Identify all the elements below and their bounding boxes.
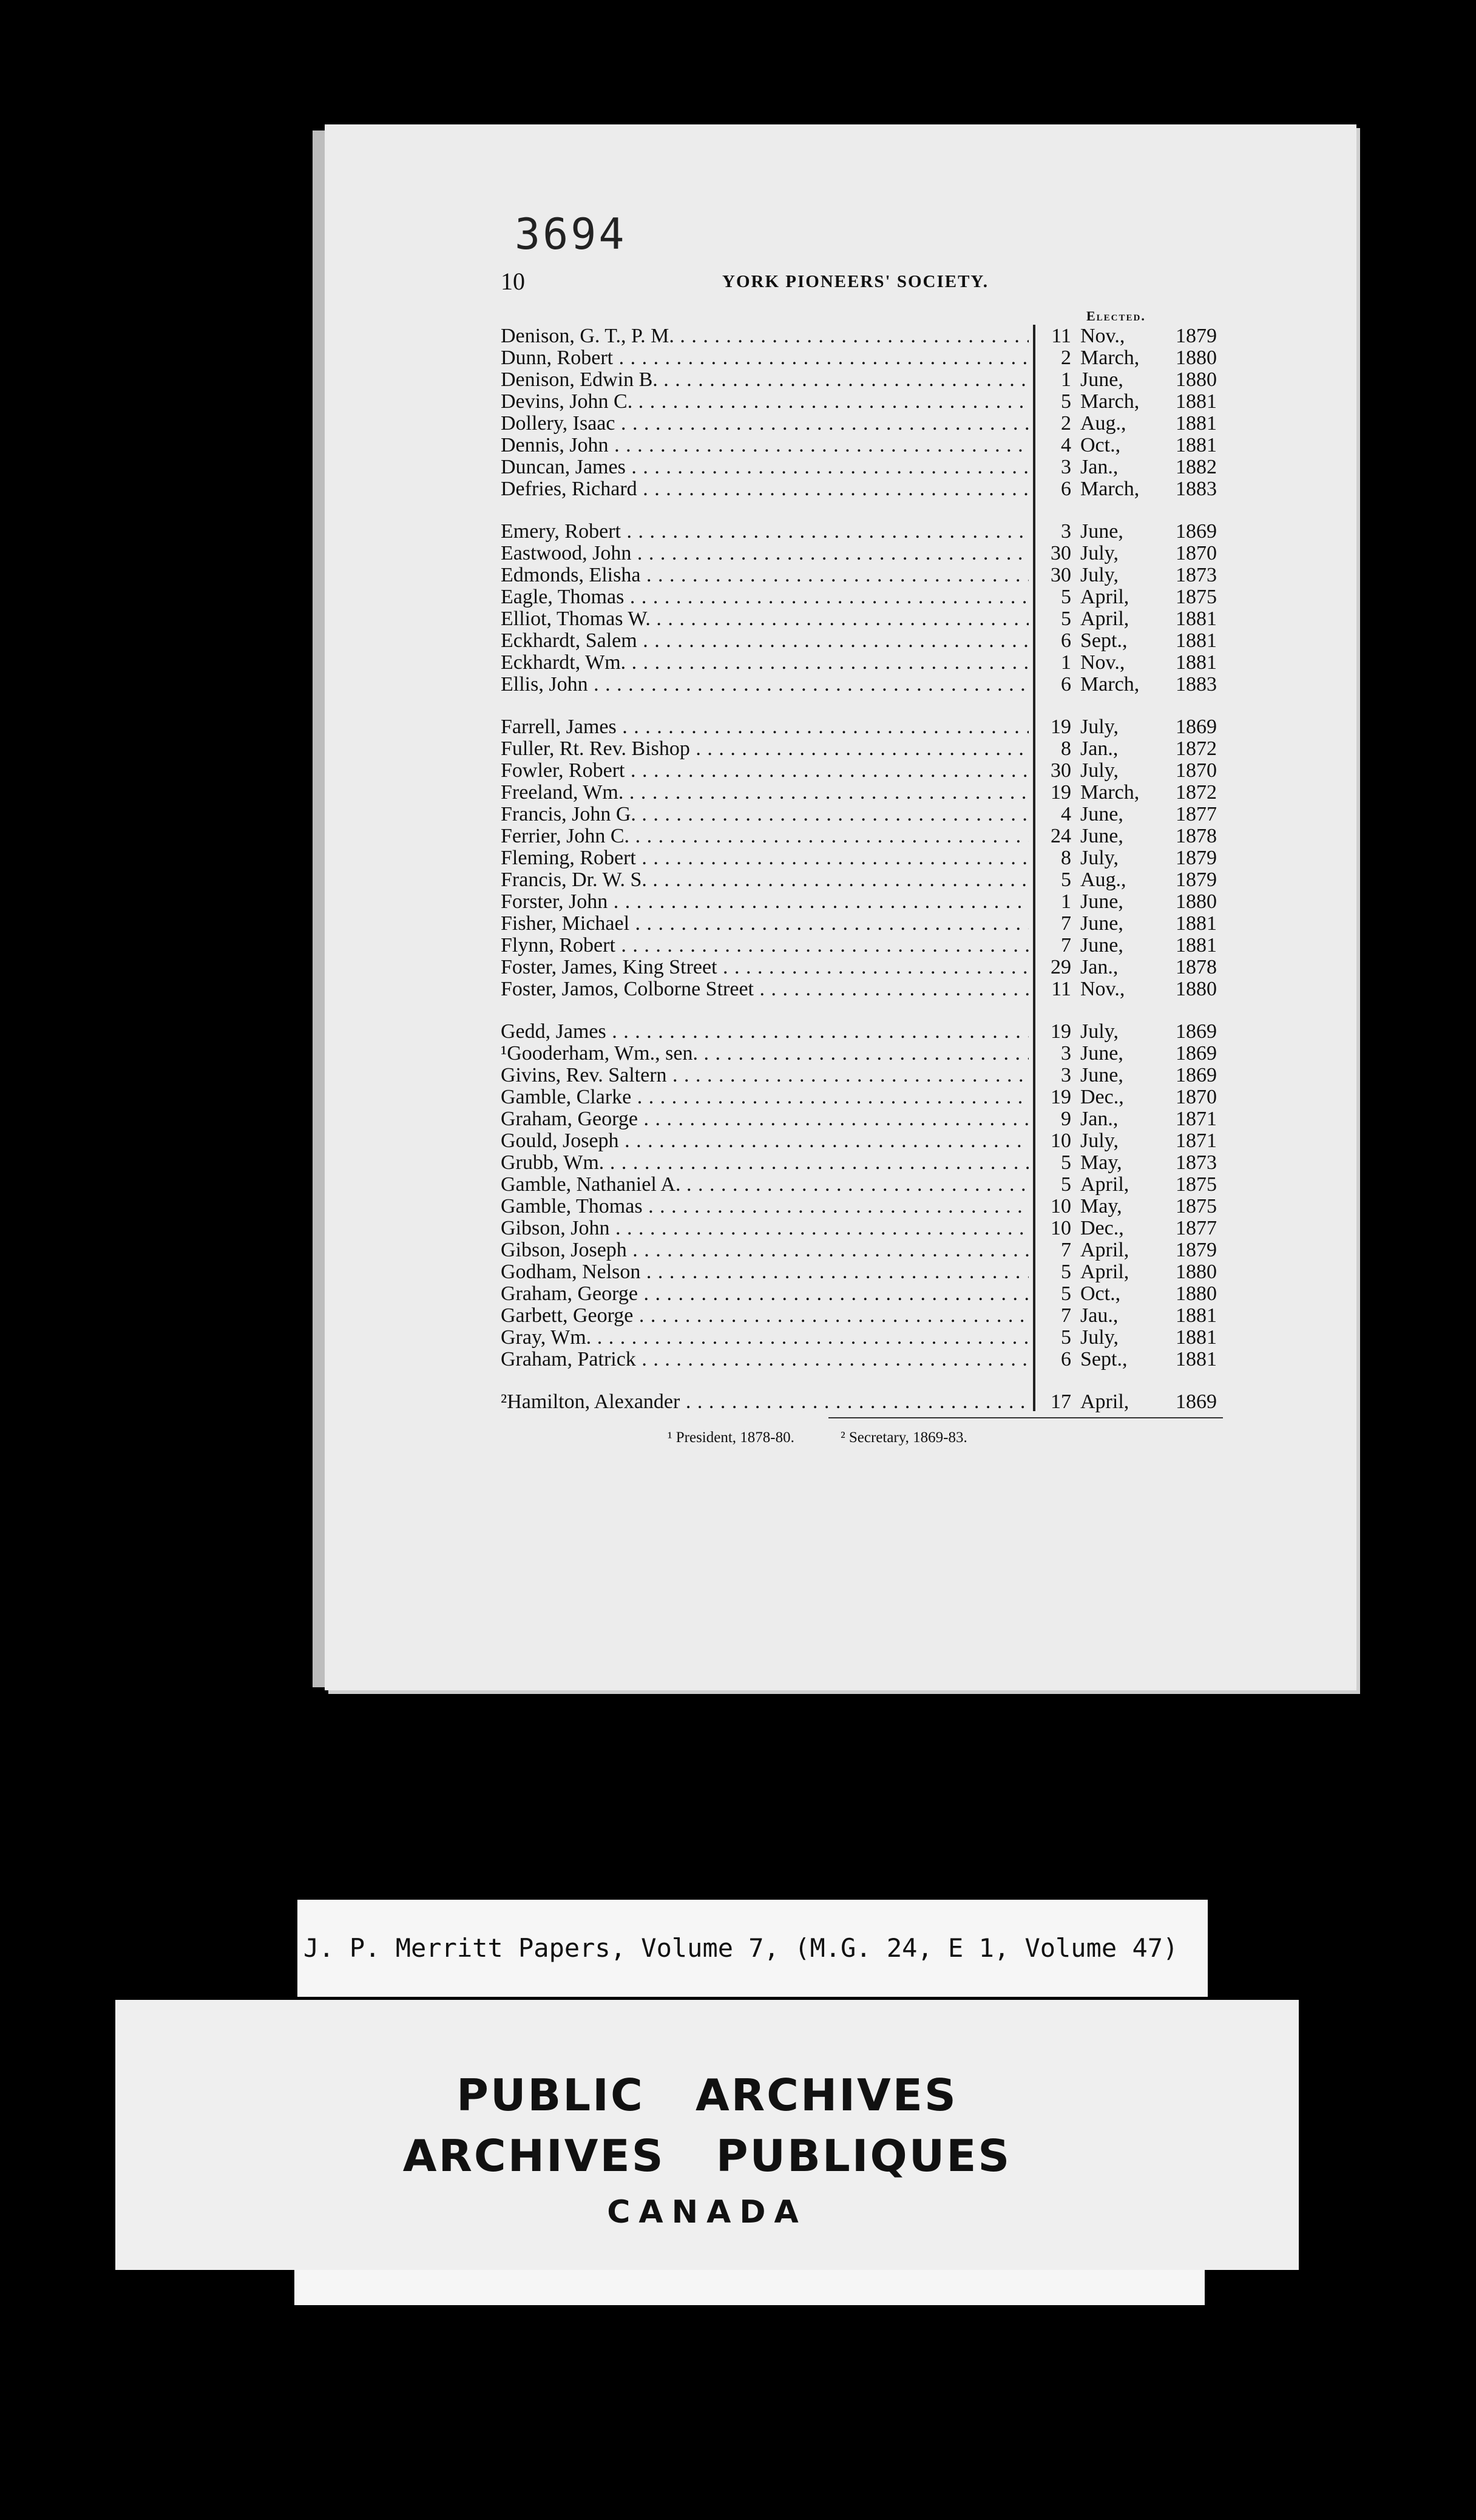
- elected-month: April,: [1080, 1239, 1129, 1261]
- member-name: Givins, Rev. Saltern . . .: [501, 1065, 1029, 1086]
- elected-month: Nov.,: [1080, 325, 1125, 347]
- elected-day: 2: [1061, 347, 1071, 369]
- member-name: Foster, James, King Street . . .: [501, 957, 1029, 978]
- archives-line-country: CANADA: [607, 2194, 807, 2230]
- elected-day: 19: [1051, 781, 1071, 804]
- member-name: Graham, Patrick . . .: [501, 1349, 1029, 1370]
- stamp-number: 3694: [515, 209, 627, 259]
- elected-year: 1880: [1176, 890, 1217, 913]
- elected-day: 7: [1061, 1239, 1071, 1261]
- elected-month: March,: [1080, 781, 1140, 804]
- elected-day: 6: [1061, 673, 1071, 696]
- member-row: [501, 564, 1217, 586]
- elected-year: 1871: [1176, 1130, 1217, 1152]
- member-row: [501, 1173, 1217, 1196]
- elected-day: 5: [1061, 586, 1071, 608]
- elected-year: 1878: [1176, 825, 1217, 847]
- member-row: [501, 956, 1217, 978]
- member-row: [501, 1151, 1217, 1174]
- footnote-secretary: ² Secretary, 1869-83.: [841, 1429, 967, 1446]
- footnote-rule: [828, 1417, 1223, 1418]
- elected-day: 5: [1061, 608, 1071, 630]
- member-name: Dennis, John . . .: [501, 435, 1029, 456]
- member-name: Farrell, James . . .: [501, 716, 1029, 738]
- elected-day: 5: [1061, 1326, 1071, 1349]
- elected-month: Nov.,: [1080, 651, 1125, 674]
- member-name: Flynn, Robert . . .: [501, 935, 1029, 957]
- elected-year: 1880: [1176, 368, 1217, 391]
- elected-day: 7: [1061, 1304, 1071, 1327]
- member-name: Garbett, George . . .: [501, 1305, 1029, 1327]
- archives-card: [115, 2000, 1299, 2270]
- elected-month: Aug.,: [1080, 412, 1126, 435]
- member-name: Gamble, Clarke . . .: [501, 1086, 1029, 1108]
- member-row: [501, 1064, 1217, 1086]
- page-edge: [313, 130, 326, 1687]
- elected-month: July,: [1080, 1020, 1119, 1043]
- elected-year: 1879: [1176, 1239, 1217, 1261]
- elected-year: 1873: [1176, 1151, 1217, 1174]
- elected-month: June,: [1080, 934, 1123, 957]
- elected-day: 5: [1061, 1151, 1071, 1174]
- elected-year: 1878: [1176, 956, 1217, 978]
- member-row: [501, 390, 1217, 413]
- elected-day: 4: [1061, 434, 1071, 456]
- member-name: Fleming, Robert . . .: [501, 847, 1029, 869]
- elected-year: 1879: [1176, 847, 1217, 869]
- member-row: [501, 1348, 1217, 1370]
- member-row: [501, 781, 1217, 804]
- member-name: Godham, Nelson . . .: [501, 1261, 1029, 1283]
- elected-day: 7: [1061, 912, 1071, 935]
- member-row: [501, 1130, 1217, 1152]
- elected-year: 1880: [1176, 347, 1217, 369]
- elected-year: 1881: [1176, 912, 1217, 935]
- member-row: [501, 869, 1217, 891]
- elected-day: 5: [1061, 1173, 1071, 1196]
- elected-day: 3: [1061, 1042, 1071, 1065]
- elected-year: 1881: [1176, 390, 1217, 413]
- elected-day: 5: [1061, 1261, 1071, 1283]
- member-row: [501, 368, 1217, 391]
- elected-month: July,: [1080, 759, 1119, 782]
- elected-year: 1873: [1176, 564, 1217, 586]
- elected-year: 1869: [1176, 1064, 1217, 1086]
- member-name: Forster, John . . .: [501, 891, 1029, 913]
- elected-day: 1: [1061, 368, 1071, 391]
- member-name: Fowler, Robert . . .: [501, 760, 1029, 782]
- elected-month: June,: [1080, 1042, 1123, 1065]
- elected-month: April,: [1080, 1390, 1129, 1413]
- member-name: Gedd, James . . .: [501, 1021, 1029, 1043]
- member-name: Gibson, Joseph . . .: [501, 1239, 1029, 1261]
- elected-year: 1869: [1176, 520, 1217, 543]
- elected-day: 6: [1061, 1348, 1071, 1370]
- elected-day: 5: [1061, 1282, 1071, 1305]
- member-row: [501, 412, 1217, 435]
- elected-month: June,: [1080, 890, 1123, 913]
- member-row: [501, 737, 1217, 760]
- elected-day: 11: [1051, 325, 1071, 347]
- member-name: Denison, G. T., P. M. . . .: [501, 325, 1029, 347]
- member-row: [501, 608, 1217, 630]
- elected-month: Aug.,: [1080, 869, 1126, 891]
- member-name: Gray, Wm. . . .: [501, 1327, 1029, 1349]
- elected-year: 1881: [1176, 934, 1217, 957]
- member-name: Grubb, Wm. . . .: [501, 1152, 1029, 1174]
- member-name: Eckhardt, Salem . . .: [501, 630, 1029, 652]
- elected-month: Jau.,: [1080, 1304, 1119, 1327]
- elected-day: 2: [1061, 412, 1071, 435]
- elected-year: 1880: [1176, 978, 1217, 1000]
- elected-year: 1879: [1176, 869, 1217, 891]
- elected-column-header: Elected.: [1086, 308, 1146, 323]
- member-name: Foster, Jamos, Colborne Street . . .: [501, 978, 1029, 1000]
- member-row: [501, 1282, 1217, 1305]
- elected-year: 1872: [1176, 737, 1217, 760]
- elected-day: 19: [1051, 716, 1071, 738]
- elected-year: 1881: [1176, 651, 1217, 674]
- elected-month: Oct.,: [1080, 434, 1121, 456]
- member-row: [501, 347, 1217, 369]
- member-row: [501, 1326, 1217, 1349]
- elected-day: 5: [1061, 869, 1071, 891]
- member-row: [501, 651, 1217, 674]
- member-name: Francis, Dr. W. S. . . .: [501, 869, 1029, 891]
- elected-day: 30: [1051, 759, 1071, 782]
- member-name: Fisher, Michael . . .: [501, 913, 1029, 935]
- member-name: Duncan, James . . .: [501, 456, 1029, 478]
- elected-day: 30: [1051, 564, 1071, 586]
- member-name: ¹Gooderham, Wm., sen. . . .: [501, 1043, 1029, 1065]
- elected-month: July,: [1080, 716, 1119, 738]
- elected-year: 1881: [1176, 412, 1217, 435]
- elected-day: 5: [1061, 390, 1071, 413]
- elected-month: Jan.,: [1080, 1108, 1119, 1130]
- elected-day: 1: [1061, 651, 1071, 674]
- archives-card-bottom: [294, 2270, 1205, 2305]
- member-name: Defries, Richard . . .: [501, 478, 1029, 500]
- elected-year: 1870: [1176, 759, 1217, 782]
- elected-month: March,: [1080, 347, 1140, 369]
- elected-day: 19: [1051, 1086, 1071, 1108]
- elected-month: June,: [1080, 912, 1123, 935]
- member-row: [501, 803, 1217, 825]
- member-name: Emery, Robert . . .: [501, 521, 1029, 543]
- elected-year: 1869: [1176, 1042, 1217, 1065]
- elected-month: Sept.,: [1080, 1348, 1128, 1370]
- member-row: [501, 629, 1217, 652]
- elected-day: 10: [1051, 1130, 1071, 1152]
- member-row: [501, 1261, 1217, 1283]
- elected-day: 6: [1061, 629, 1071, 652]
- elected-year: 1881: [1176, 608, 1217, 630]
- member-row: [501, 673, 1217, 696]
- member-row: [501, 434, 1217, 456]
- member-row: [501, 1217, 1217, 1239]
- elected-year: 1871: [1176, 1108, 1217, 1130]
- member-name: Gamble, Thomas . . .: [501, 1196, 1029, 1218]
- member-row: [501, 759, 1217, 782]
- elected-day: 7: [1061, 934, 1071, 957]
- elected-year: 1881: [1176, 1326, 1217, 1349]
- page-header: YORK PIONEERS' SOCIETY.: [722, 272, 989, 291]
- member-name: Fuller, Rt. Rev. Bishop . . .: [501, 738, 1029, 760]
- member-name: Elliot, Thomas W. . . .: [501, 608, 1029, 630]
- elected-month: April,: [1080, 586, 1129, 608]
- member-list: [501, 325, 1217, 1413]
- elected-year: 1877: [1176, 1217, 1217, 1239]
- elected-month: Nov.,: [1080, 978, 1125, 1000]
- elected-year: 1882: [1176, 456, 1217, 478]
- member-row: [501, 542, 1217, 564]
- elected-month: Jan.,: [1080, 456, 1119, 478]
- member-row: [501, 847, 1217, 869]
- member-row: [501, 934, 1217, 957]
- elected-year: 1870: [1176, 542, 1217, 564]
- member-row: [501, 1020, 1217, 1043]
- elected-day: 8: [1061, 737, 1071, 760]
- elected-day: 1: [1061, 890, 1071, 913]
- elected-day: 3: [1061, 1064, 1071, 1086]
- elected-month: June,: [1080, 825, 1123, 847]
- elected-month: April,: [1080, 1261, 1129, 1283]
- elected-day: 4: [1061, 803, 1071, 825]
- elected-year: 1880: [1176, 1261, 1217, 1283]
- elected-month: Jan.,: [1080, 956, 1119, 978]
- member-row: [501, 1390, 1217, 1413]
- member-name: Eckhardt, Wm. . . .: [501, 652, 1029, 674]
- elected-year: 1870: [1176, 1086, 1217, 1108]
- elected-year: 1881: [1176, 434, 1217, 456]
- member-row: [501, 1195, 1217, 1218]
- elected-day: 11: [1051, 978, 1071, 1000]
- member-name: Gould, Joseph . . .: [501, 1130, 1029, 1152]
- elected-month: Jan.,: [1080, 737, 1119, 760]
- elected-year: 1869: [1176, 716, 1217, 738]
- elected-month: March,: [1080, 390, 1140, 413]
- elected-month: March,: [1080, 673, 1140, 696]
- elected-year: 1875: [1176, 1173, 1217, 1196]
- archives-line-english: PUBLIC ARCHIVES: [456, 2070, 958, 2121]
- elected-day: 29: [1051, 956, 1071, 978]
- elected-month: Oct.,: [1080, 1282, 1121, 1305]
- member-name: Graham, George . . .: [501, 1283, 1029, 1305]
- page-number: 10: [501, 268, 525, 295]
- elected-month: May,: [1080, 1195, 1122, 1218]
- elected-month: June,: [1080, 520, 1123, 543]
- elected-month: July,: [1080, 847, 1119, 869]
- elected-year: 1881: [1176, 629, 1217, 652]
- elected-month: June,: [1080, 1064, 1123, 1086]
- member-row: [501, 912, 1217, 935]
- elected-month: Dec.,: [1080, 1217, 1124, 1239]
- elected-year: 1869: [1176, 1020, 1217, 1043]
- elected-year: 1872: [1176, 781, 1217, 804]
- elected-day: 19: [1051, 1020, 1071, 1043]
- member-row: [501, 890, 1217, 913]
- elected-year: 1881: [1176, 1348, 1217, 1370]
- elected-year: 1869: [1176, 1390, 1217, 1413]
- elected-day: 8: [1061, 847, 1071, 869]
- elected-month: June,: [1080, 368, 1123, 391]
- elected-month: April,: [1080, 1173, 1129, 1196]
- elected-month: April,: [1080, 608, 1129, 630]
- member-row: [501, 586, 1217, 608]
- member-name: Devins, John C. . . .: [501, 391, 1029, 413]
- elected-day: 3: [1061, 456, 1071, 478]
- member-row: [501, 1042, 1217, 1065]
- member-row: [501, 456, 1217, 478]
- elected-day: 9: [1061, 1108, 1071, 1130]
- elected-day: 6: [1061, 478, 1071, 500]
- elected-day: 17: [1051, 1390, 1071, 1413]
- elected-year: 1875: [1176, 586, 1217, 608]
- elected-month: March,: [1080, 478, 1140, 500]
- elected-day: 10: [1051, 1195, 1071, 1218]
- member-row: [501, 478, 1217, 500]
- collection-label: [297, 1900, 1208, 1997]
- member-name: Francis, John G. . . .: [501, 804, 1029, 825]
- elected-month: July,: [1080, 1326, 1119, 1349]
- collection-label-text: J. P. Merritt Papers, Volume 7, (M.G. 24, E 1, Volume 47): [303, 1933, 1179, 1963]
- member-name: ²Hamilton, Alexander . . .: [501, 1391, 1029, 1413]
- elected-month: Sept.,: [1080, 629, 1128, 652]
- elected-year: 1879: [1176, 325, 1217, 347]
- member-row: [501, 1304, 1217, 1327]
- elected-month: July,: [1080, 564, 1119, 586]
- footnotes: [668, 1429, 1010, 1446]
- elected-day: 30: [1051, 542, 1071, 564]
- elected-year: 1881: [1176, 1304, 1217, 1327]
- elected-year: 1880: [1176, 1282, 1217, 1305]
- member-row: [501, 716, 1217, 738]
- elected-month: July,: [1080, 1130, 1119, 1152]
- member-name: Gibson, John . . .: [501, 1218, 1029, 1239]
- member-name: Denison, Edwin B. . . .: [501, 369, 1029, 391]
- member-name: Eastwood, John . . .: [501, 543, 1029, 564]
- member-row: [501, 978, 1217, 1000]
- member-name: Ellis, John . . .: [501, 674, 1029, 696]
- member-name: Dunn, Robert . . .: [501, 347, 1029, 369]
- elected-month: May,: [1080, 1151, 1122, 1174]
- member-row: [501, 1086, 1217, 1108]
- footnote-president: ¹ President, 1878-80.: [668, 1429, 794, 1446]
- member-name: Freeland, Wm. . . .: [501, 782, 1029, 804]
- member-row: [501, 825, 1217, 847]
- elected-year: 1883: [1176, 673, 1217, 696]
- member-name: Ferrier, John C. . . .: [501, 825, 1029, 847]
- elected-month: June,: [1080, 803, 1123, 825]
- archives-line-french: ARCHIVES PUBLIQUES: [402, 2130, 1012, 2181]
- member-row: [501, 1239, 1217, 1261]
- member-name: Graham, George . . .: [501, 1108, 1029, 1130]
- member-name: Dollery, Isaac . . .: [501, 413, 1029, 435]
- elected-year: 1877: [1176, 803, 1217, 825]
- elected-day: 10: [1051, 1217, 1071, 1239]
- elected-year: 1875: [1176, 1195, 1217, 1218]
- member-row: [501, 1108, 1217, 1130]
- elected-month: July,: [1080, 542, 1119, 564]
- member-row: [501, 325, 1217, 347]
- elected-year: 1883: [1176, 478, 1217, 500]
- member-row: [501, 520, 1217, 543]
- member-name: Gamble, Nathaniel A. . . .: [501, 1174, 1029, 1196]
- member-name: Eagle, Thomas . . .: [501, 586, 1029, 608]
- elected-day: 3: [1061, 520, 1071, 543]
- elected-day: 24: [1051, 825, 1071, 847]
- elected-month: Dec.,: [1080, 1086, 1124, 1108]
- member-name: Edmonds, Elisha . . .: [501, 564, 1029, 586]
